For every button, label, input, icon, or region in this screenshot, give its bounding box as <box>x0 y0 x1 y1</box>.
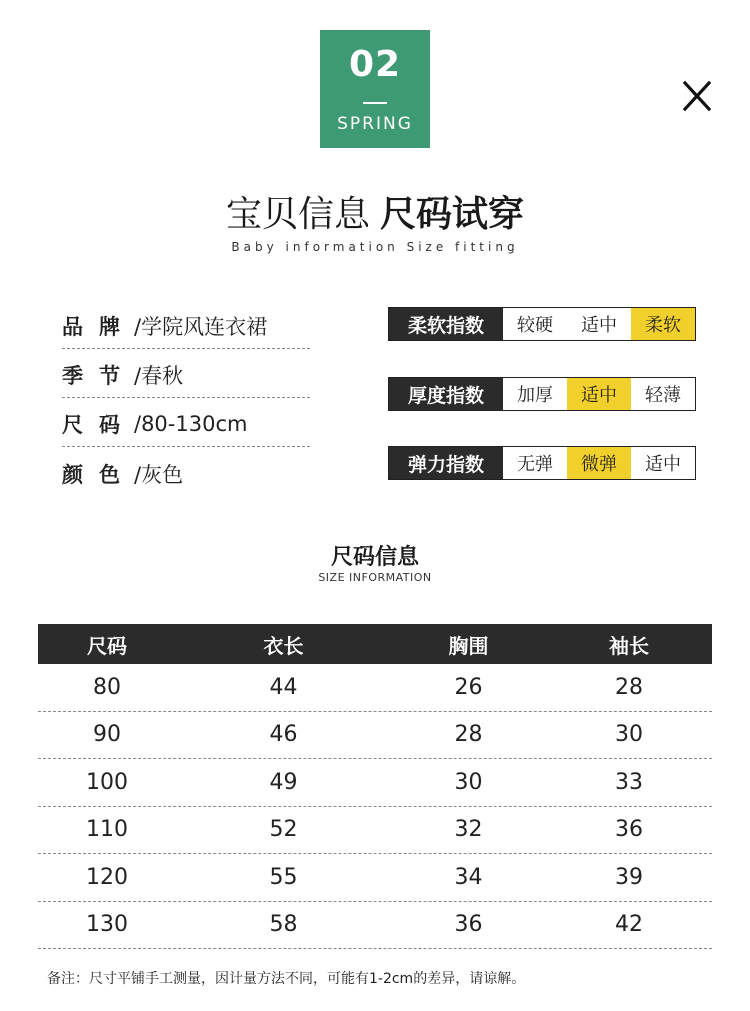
table-row <box>38 902 712 950</box>
table-cell: 52 <box>269 817 298 843</box>
badge-number: 02 <box>348 44 402 85</box>
table-cell: 28 <box>615 674 643 700</box>
table-row <box>38 759 712 807</box>
page-subtitle: Baby information Size fitting <box>231 240 519 254</box>
table-cell: 58 <box>269 912 298 938</box>
index-name: 柔软指数 <box>389 308 503 340</box>
info-row-brand <box>62 300 310 349</box>
footnote: 备注：尺寸平铺手工测量，因计量方法不同，可能有1-2cm的差异，请谅解。 <box>47 971 526 987</box>
table-cell: 49 <box>269 769 298 795</box>
table-cell: 26 <box>454 674 483 700</box>
index-option: 加厚 <box>517 385 553 406</box>
table-cell: 39 <box>615 864 643 890</box>
table-row <box>38 712 712 760</box>
info-row-season <box>62 349 310 398</box>
index-option: 柔软 <box>631 308 695 340</box>
table-cell: 28 <box>454 722 483 748</box>
size-section-title: 尺码信息 <box>330 545 419 570</box>
table-cell: 46 <box>269 722 298 748</box>
table-cell: 32 <box>454 817 483 843</box>
index-option: 轻薄 <box>645 385 681 406</box>
info-row-color <box>62 447 310 496</box>
column-header: 袖长 <box>609 633 649 658</box>
index-option: 适中 <box>567 378 631 410</box>
table-cell: 36 <box>615 817 643 843</box>
info-label: 尺码 <box>62 413 136 437</box>
info-value: /春秋 <box>134 364 184 388</box>
badge-label: SPRING <box>337 114 413 134</box>
product-info-list <box>62 300 310 496</box>
table-cell: 100 <box>86 769 128 795</box>
table-cell: 130 <box>86 912 128 938</box>
table-cell: 44 <box>269 674 298 700</box>
index-option: 较硬 <box>517 315 553 336</box>
info-value: /灰色 <box>134 462 184 487</box>
index-option: 适中 <box>645 454 681 475</box>
badge-divider <box>363 102 387 104</box>
close-icon[interactable] <box>682 80 712 112</box>
index-option: 无弹 <box>517 454 553 475</box>
size-table <box>38 624 712 949</box>
thickness-index <box>388 377 696 411</box>
index-option: 微弹 <box>567 447 631 479</box>
season-badge <box>320 30 430 148</box>
size-section-subtitle: SIZE INFORMATION <box>318 571 432 584</box>
page-title-light: 宝贝信息 <box>225 194 370 235</box>
table-cell: 34 <box>454 864 483 890</box>
table-row <box>38 854 712 902</box>
column-header: 尺码 <box>87 633 127 658</box>
table-header <box>38 624 712 664</box>
table-cell: 120 <box>86 864 128 890</box>
table-cell: 90 <box>93 722 121 748</box>
table-cell: 30 <box>454 769 483 795</box>
table-cell: 33 <box>615 769 643 795</box>
table-cell: 80 <box>93 674 121 700</box>
page-title <box>0 186 750 237</box>
info-label: 颜色 <box>62 462 136 487</box>
table-cell: 30 <box>615 722 643 748</box>
info-value: /80-130cm <box>134 412 248 436</box>
index-name: 厚度指数 <box>389 378 503 410</box>
table-cell: 110 <box>86 817 128 843</box>
index-option: 适中 <box>581 315 617 336</box>
info-value: /学院风连衣裙 <box>134 315 268 339</box>
table-cell: 36 <box>454 912 483 938</box>
info-row-size <box>62 398 310 447</box>
column-header: 衣长 <box>263 633 304 658</box>
table-row <box>38 664 712 712</box>
index-name: 弹力指数 <box>389 447 503 479</box>
info-label: 季节 <box>62 364 136 388</box>
info-label: 品牌 <box>62 315 136 339</box>
column-header: 胸围 <box>448 633 489 658</box>
table-cell: 55 <box>269 864 298 890</box>
softness-index <box>388 307 696 341</box>
elasticity-index <box>388 446 696 480</box>
table-row <box>38 807 712 855</box>
page-title-bold: 尺码试穿 <box>380 194 525 235</box>
table-cell: 42 <box>615 912 643 938</box>
